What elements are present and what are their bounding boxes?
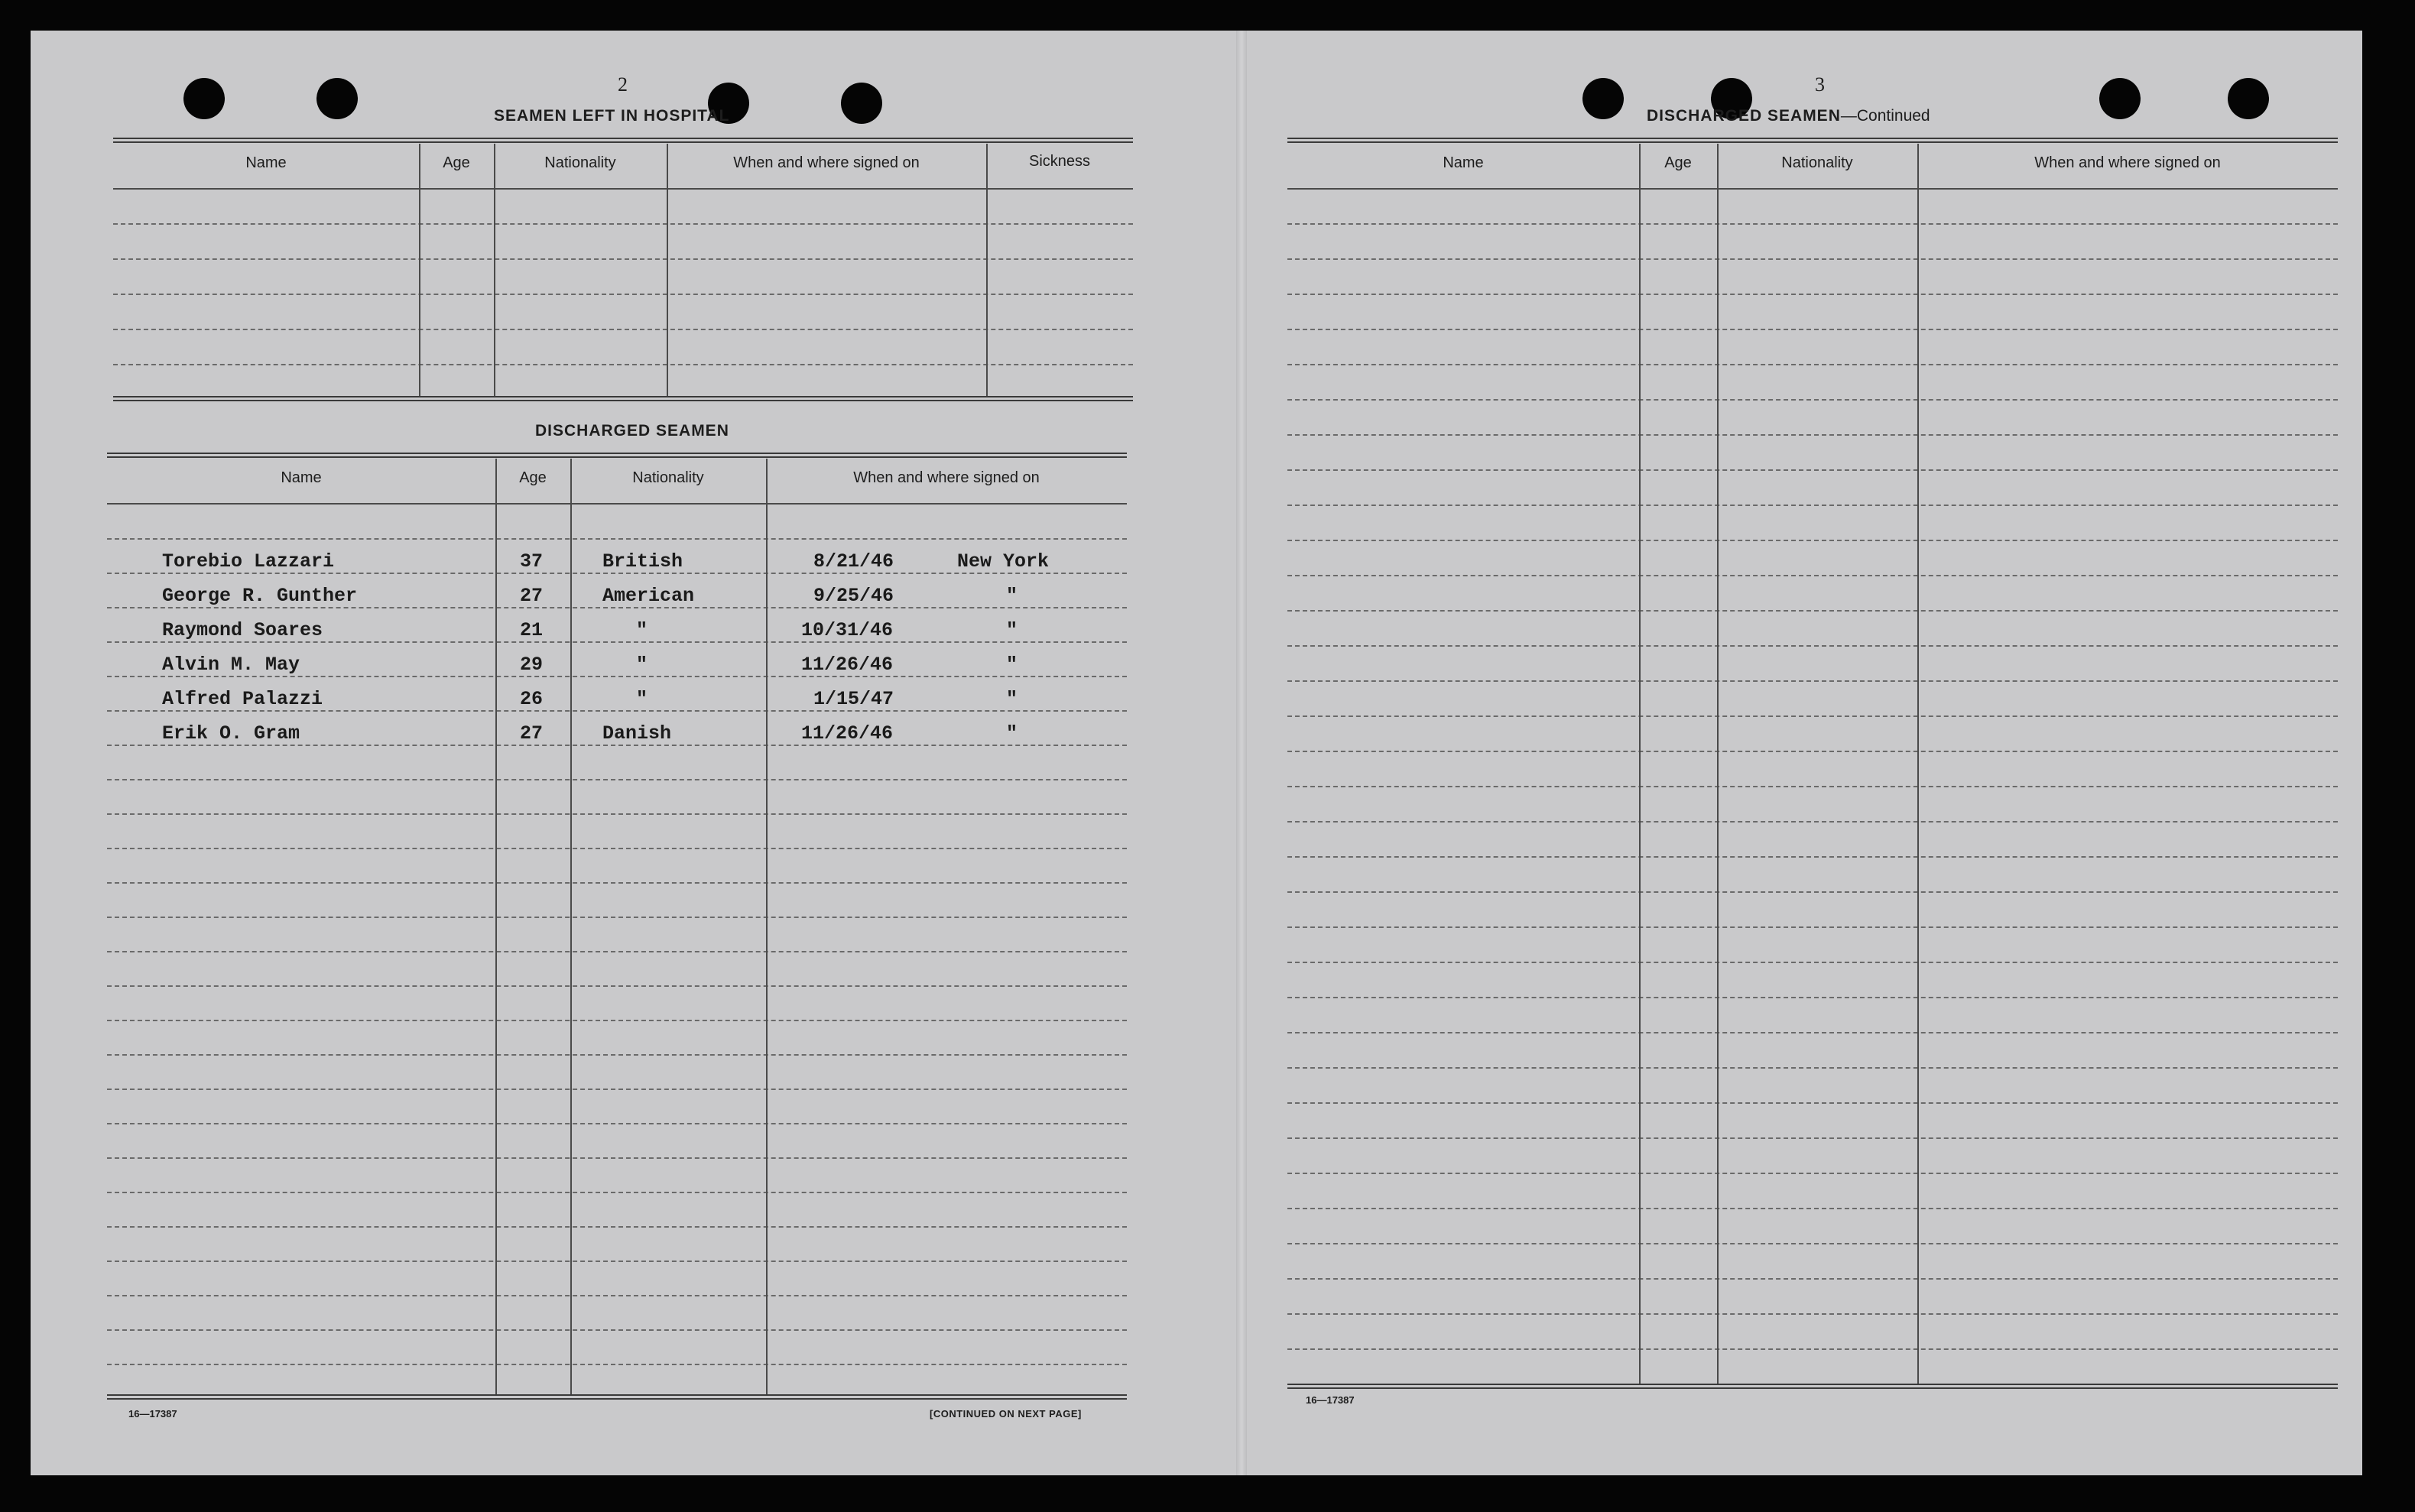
discharged-continued-title-main: DISCHARGED SEAMEN xyxy=(1647,107,1841,125)
header-sickness: Sickness xyxy=(1028,153,1091,170)
punch-hole xyxy=(2228,78,2269,119)
discharged-continued-title xyxy=(1647,107,1930,125)
header-nationality: Nationality xyxy=(544,154,616,171)
signed-on-date: 11/26/46 xyxy=(801,722,894,745)
signed-on-date: 11/26/46 xyxy=(801,654,894,676)
seaman-nationality: American xyxy=(602,585,695,607)
header-rule xyxy=(107,503,1127,505)
signed-on-place: " xyxy=(1006,585,1018,607)
form-code-left: 16—17387 xyxy=(128,1408,177,1420)
page-number-right: 3 xyxy=(1815,73,1825,96)
seaman-nationality: British xyxy=(602,550,683,573)
seaman-age: 27 xyxy=(520,585,544,607)
table-top-rule xyxy=(107,453,1127,458)
page-number-left: 2 xyxy=(618,73,628,96)
header-name: Name xyxy=(1443,154,1484,171)
signed-on-place: " xyxy=(1006,688,1018,710)
discharged-table-continued xyxy=(1287,138,2338,1403)
seaman-name: George R. Gunther xyxy=(162,585,358,607)
seaman-name: Erik O. Gram xyxy=(162,722,300,745)
seaman-age: 26 xyxy=(520,688,544,710)
seaman-age: 29 xyxy=(520,654,544,676)
page-fold xyxy=(1236,31,1247,1475)
signed-on-place: " xyxy=(1006,722,1018,745)
seaman-age: 27 xyxy=(520,722,544,745)
seaman-nationality: " xyxy=(636,654,648,676)
header-nationality: Nationality xyxy=(632,469,704,486)
seaman-name: Torebio Lazzari xyxy=(162,550,335,573)
continued-note: [CONTINUED ON NEXT PAGE] xyxy=(930,1408,1082,1420)
discharged-section-title: DISCHARGED SEAMEN xyxy=(535,422,729,440)
header-age: Age xyxy=(1664,154,1692,171)
table-top-rule xyxy=(113,138,1133,143)
header-signed-on: When and where signed on xyxy=(2034,154,2221,171)
continued-suffix: —Continued xyxy=(1840,107,1930,125)
header-name: Name xyxy=(245,154,287,171)
signed-on-place: " xyxy=(1006,619,1018,641)
discharged-table xyxy=(107,453,1127,1403)
form-code-right: 16—17387 xyxy=(1306,1394,1355,1406)
header-rule xyxy=(1287,188,2338,190)
signed-on-place: " xyxy=(1006,654,1018,676)
hospital-table xyxy=(113,138,1133,405)
punch-hole xyxy=(183,78,225,119)
header-name: Name xyxy=(281,469,322,486)
seaman-name: Raymond Soares xyxy=(162,619,323,641)
header-rule xyxy=(113,188,1133,190)
seaman-nationality: Danish xyxy=(602,722,672,745)
document-sheet xyxy=(31,31,2362,1475)
header-age: Age xyxy=(443,154,470,171)
table-bottom-rule xyxy=(113,396,1133,401)
signed-on-date: 8/21/46 xyxy=(813,550,894,573)
hospital-section-title: SEAMEN LEFT IN HOSPITAL xyxy=(494,107,730,125)
signed-on-date: 1/15/47 xyxy=(813,688,894,710)
seaman-age: 21 xyxy=(520,619,544,641)
table-bottom-rule xyxy=(1287,1384,2338,1389)
header-age: Age xyxy=(519,469,547,486)
punch-hole xyxy=(841,83,882,124)
seaman-name: Alfred Palazzi xyxy=(162,688,323,710)
signed-on-date: 9/25/46 xyxy=(813,585,894,607)
header-signed-on: When and where signed on xyxy=(853,469,1040,486)
table-top-rule xyxy=(1287,138,2338,143)
header-signed-on: When and where signed on xyxy=(733,154,920,171)
punch-hole xyxy=(316,78,358,119)
signed-on-date: 10/31/46 xyxy=(801,619,894,641)
header-nationality: Nationality xyxy=(1781,154,1853,171)
punch-hole xyxy=(2099,78,2141,119)
punch-hole xyxy=(1582,78,1624,119)
table-bottom-rule xyxy=(107,1394,1127,1400)
seaman-nationality: " xyxy=(636,688,648,710)
seaman-nationality: " xyxy=(636,619,648,641)
seaman-age: 37 xyxy=(520,550,544,573)
seaman-name: Alvin M. May xyxy=(162,654,300,676)
signed-on-place: New York xyxy=(957,550,1050,573)
